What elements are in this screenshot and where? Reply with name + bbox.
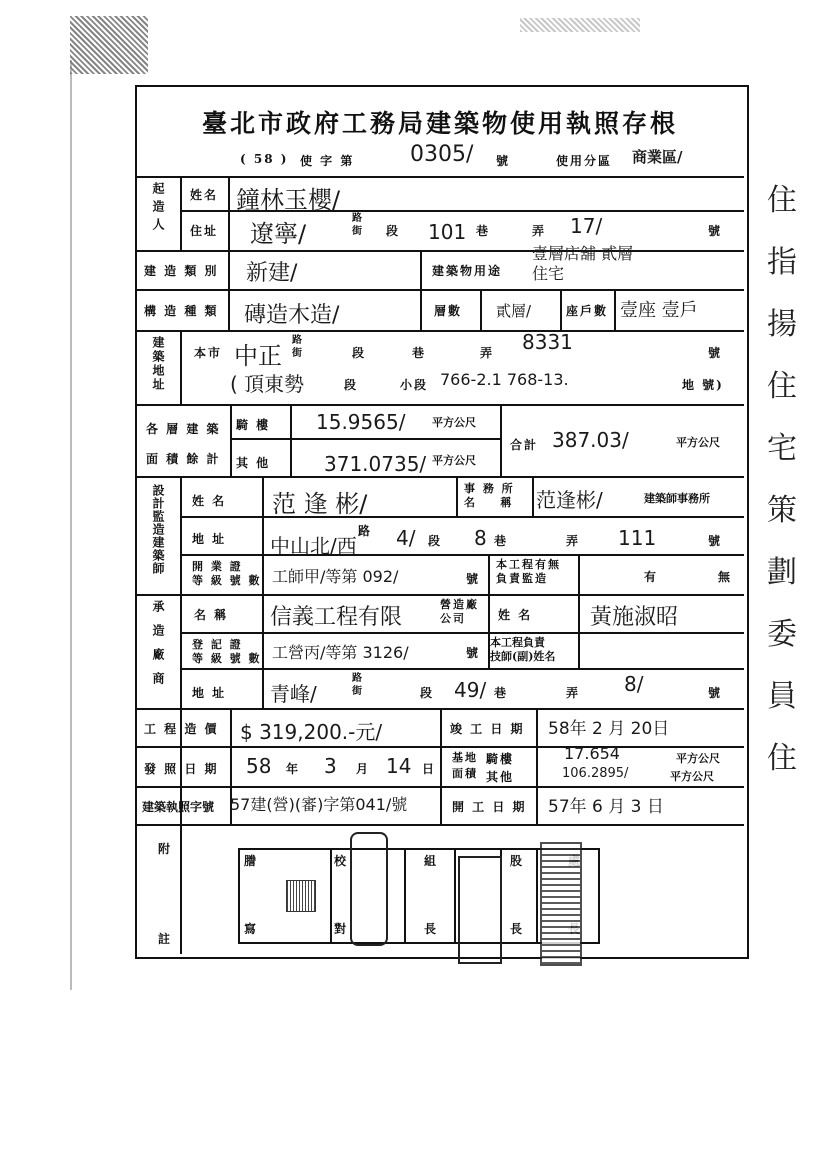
base-area-label: 基地 面積 [452,751,478,780]
issue-label: 發 照 日 期 [144,762,219,776]
site-group-label: 建築地址 [151,336,165,392]
issue-month-label: 月 [356,762,371,776]
cost-value: $ 319,200.-元/ [240,720,383,744]
build-permit-label: 建築執照字號 [142,800,215,814]
area-unit-2: 平方公尺 [432,454,476,467]
col-line [180,824,182,954]
contractor-name-suffix: 營造廠 公司 [440,598,479,625]
contractor-person-value: 黃施淑昭 [590,605,679,630]
contractor-name-value: 信義工程有限 [270,605,403,630]
contractor-reg-value: 工營丙/等第 3126/ [272,643,409,662]
contractor-tech-label: 本工程負責 技師(副)姓名 [490,636,556,663]
applicant-lane-value: 101 [428,220,467,244]
stamp-col-copy-2: 寫 [244,922,259,936]
remarks-label-2: 註 [158,932,173,946]
permit-suffix: 號 [496,154,511,168]
designer-office-value: 范逢彬/ [536,488,603,512]
site-district-value: 中正 [234,342,282,370]
stamp-col-unit: 股 [510,854,525,868]
right-margin-text [752,170,812,820]
col-line [180,176,182,250]
designer-license-label: 開 業 證 等 級 號 數 [192,560,262,587]
col-line [228,250,230,330]
designer-alley-label: 弄 [566,534,581,548]
applicant-address-city: 遼寧/ [250,220,307,248]
row-line [230,438,500,440]
contractor-name-label: 名 稱 [194,608,229,622]
floors-value: 貳層/ [496,302,532,320]
zone-label: 使用分區 [556,154,613,168]
building-use-value: 壹層店舖 貳層住宅 [532,244,634,283]
designer-number-value: 111 [618,526,657,550]
area-total-value: 387.03/ [552,428,629,452]
area-arcade-label: 騎 樓 [236,418,271,432]
contractor-reg-suffix: 號 [466,646,481,660]
designer-license-value: 工師甲/等第 092/ [272,567,399,586]
scan-vertical-mark [70,60,72,990]
issue-day: 14 [386,754,412,778]
stamp-col-copy: 謄 [244,854,259,868]
site-lot-numbers: 766-2.1 768-13. [440,370,569,389]
designer-supervise-value: 有 [644,570,659,584]
stamp-col-check-2: 對 [334,922,349,936]
contractor-number-value: 8/ [624,672,644,696]
issue-day-label: 日 [422,762,437,776]
stamp-col-check: 校 [334,854,349,868]
scan-noise-top-left [70,16,148,74]
margin-char: 員 [767,679,797,714]
area-arcade-value: 15.9565/ [316,410,406,434]
base-unit-2: 平方公尺 [670,770,714,783]
applicant-lane-label: 巷 [476,224,491,238]
margin-char: 住 [767,183,797,218]
area-unit-1: 平方公尺 [432,416,476,429]
designer-group-label: 設計監造建築師 [151,484,165,575]
applicant-group-label: 起造人 [151,182,165,236]
margin-char: 宅 [767,431,797,466]
site-road-label: 路 街 [292,335,304,359]
form-title: 臺北市政府工務局建築物使用執照存根 [201,109,678,138]
col-line [560,289,562,330]
site-number-label: 號 [708,346,723,360]
col-line [578,594,580,668]
structure-value: 磚造木造/ [244,303,340,328]
col-line [500,404,502,476]
col-line [456,476,458,516]
floors-label: 層數 [434,304,463,318]
stamp-col-unit-2: 長 [510,922,525,936]
building-type-label: 建 造 類 別 [144,264,219,278]
designer-section-value: 4/ [396,526,416,550]
units-label: 座戶數 [566,304,609,318]
designer-supervise-value-2: 無 [718,570,733,584]
applicant-name-label: 姓名 [190,188,219,202]
applicant-section-label: 段 [386,224,401,238]
site-alley-label: 弄 [480,346,495,360]
margin-char: 住 [767,369,797,404]
margin-char: 委 [767,617,797,652]
area-other-label: 其 他 [236,456,271,470]
area-total-label: 合計 [510,438,539,452]
stamp-divider [330,848,332,942]
margin-char: 策 [767,493,797,528]
col-line [180,330,182,404]
stamp-divider [404,848,406,942]
seal-mark [540,842,582,966]
col-line [480,289,482,330]
designer-supervise-label: 本工程有無 負責監造 [496,558,561,585]
start-date-value: 57年 6 月 3 日 [548,797,664,817]
structure-label: 構 造 種 類 [144,304,219,318]
base-arcade-value: 17.654 [564,744,620,763]
designer-section-label: 段 [428,534,443,548]
applicant-road-label: 路 街 [352,213,364,237]
col-line [230,404,232,476]
contractor-alley-label: 弄 [566,686,581,700]
contractor-reg-label: 登 記 證 等 級 號 數 [192,638,262,665]
designer-name-value: 范 逢 彬/ [272,490,368,518]
site-number-value: 8331 [522,330,573,354]
area-total-unit: 平方公尺 [676,436,720,449]
area-label-1: 各 層 建 築 [146,422,221,436]
col-line [290,404,292,476]
cost-label: 工 程 造 價 [144,722,219,736]
row-line [180,554,744,556]
contractor-lane-label: 巷 [494,686,509,700]
base-arcade-label: 騎樓 [486,752,515,766]
stamp-col-group: 組 [424,854,439,868]
issue-year: 58 [246,754,272,778]
designer-license-suffix: 號 [466,572,481,586]
stamp-divider [536,848,538,942]
applicant-address-label: 住址 [190,224,219,238]
contractor-lane-value: 49/ [454,678,487,702]
margin-char: 揚 [767,307,797,342]
row-line [136,476,744,478]
row-line [180,632,744,634]
col-line [440,708,442,824]
margin-char: 住 [767,741,797,776]
scan-noise-top-right [520,18,640,32]
site-section2-label: 段 [344,378,359,392]
base-unit-1: 平方公尺 [676,752,720,765]
applicant-name-value: 鐘林玉櫻/ [236,186,341,214]
col-line [488,554,490,594]
designer-address-value: 中山北/西 [270,534,357,558]
contractor-person-label: 姓 名 [498,608,533,622]
designer-road-label: 路 [358,524,373,538]
seal-mark [286,880,316,912]
row-line [136,330,744,332]
contractor-address-label: 地 址 [192,686,227,700]
applicant-number-label: 號 [708,224,723,238]
site-small-section-label: 小段 [400,378,429,392]
start-date-label: 開 工 日 期 [452,800,527,814]
site-subdistrict: ( 頂東勢 [230,372,305,396]
designer-lane-value: 8 [474,526,487,550]
stamp-col-group-2: 長 [424,922,439,936]
row-line [180,668,744,670]
contractor-number-label: 號 [708,686,723,700]
seal-mark [458,856,502,964]
designer-lane-label: 巷 [494,534,509,548]
site-city-label: 本市 [194,346,223,360]
designer-number-label: 號 [708,534,723,548]
row-line [180,516,744,518]
contractor-section-label: 段 [420,686,435,700]
year-prefix: ( 58 ) [240,152,289,166]
seal-mark [350,832,388,946]
margin-char: 指 [767,245,797,280]
building-use-label: 建築物用途 [432,264,503,278]
designer-name-label: 姓 名 [192,494,227,508]
site-lane-label: 巷 [412,346,427,360]
issue-year-label: 年 [286,762,301,776]
permit-number: 0305/ [410,142,474,167]
col-line [532,476,534,516]
base-other-label: 其他 [486,770,515,784]
col-line [578,554,580,594]
stamp-divider [454,848,456,942]
permit-label: 使 字 第 [300,154,355,168]
site-section-label: 段 [352,346,367,360]
units-value: 壹座 壹戶 [620,300,698,321]
contractor-group-label: 承造廠商 [151,600,165,696]
col-line [536,708,538,824]
col-line [420,250,422,330]
building-type-value: 新建/ [246,261,298,286]
row-line [136,594,744,596]
site-lot-label: 地 號) [682,378,724,392]
row-line [136,404,744,406]
remarks-label-1: 附 [158,842,173,856]
area-other-value: 371.0735/ [324,452,427,476]
row-line [136,824,744,826]
applicant-alley-label: 弄 [532,224,547,238]
designer-address-label: 地 址 [192,532,227,546]
designer-office-suffix: 建築師事務所 [644,492,710,505]
area-label-2: 面 積 餘 計 [146,452,221,466]
zone-value: 商業區/ [632,148,683,166]
contractor-road-label: 路 街 [352,673,364,697]
base-other-value: 106.2895/ [562,766,629,781]
completion-value: 58年 2 月 20日 [548,719,670,739]
col-line [614,289,616,330]
applicant-number-value: 17/ [570,214,603,238]
margin-char: 劃 [767,555,797,590]
issue-month: 3 [324,754,337,778]
col-line [228,176,230,250]
completion-label: 竣 工 日 期 [450,722,525,736]
designer-office-label: 事 務 所 名 稱 [464,482,515,509]
contractor-address-value: 青峰/ [270,682,317,706]
build-permit-value: 57建(營)(審)字第041/號 [230,795,408,814]
col-line [262,476,264,708]
